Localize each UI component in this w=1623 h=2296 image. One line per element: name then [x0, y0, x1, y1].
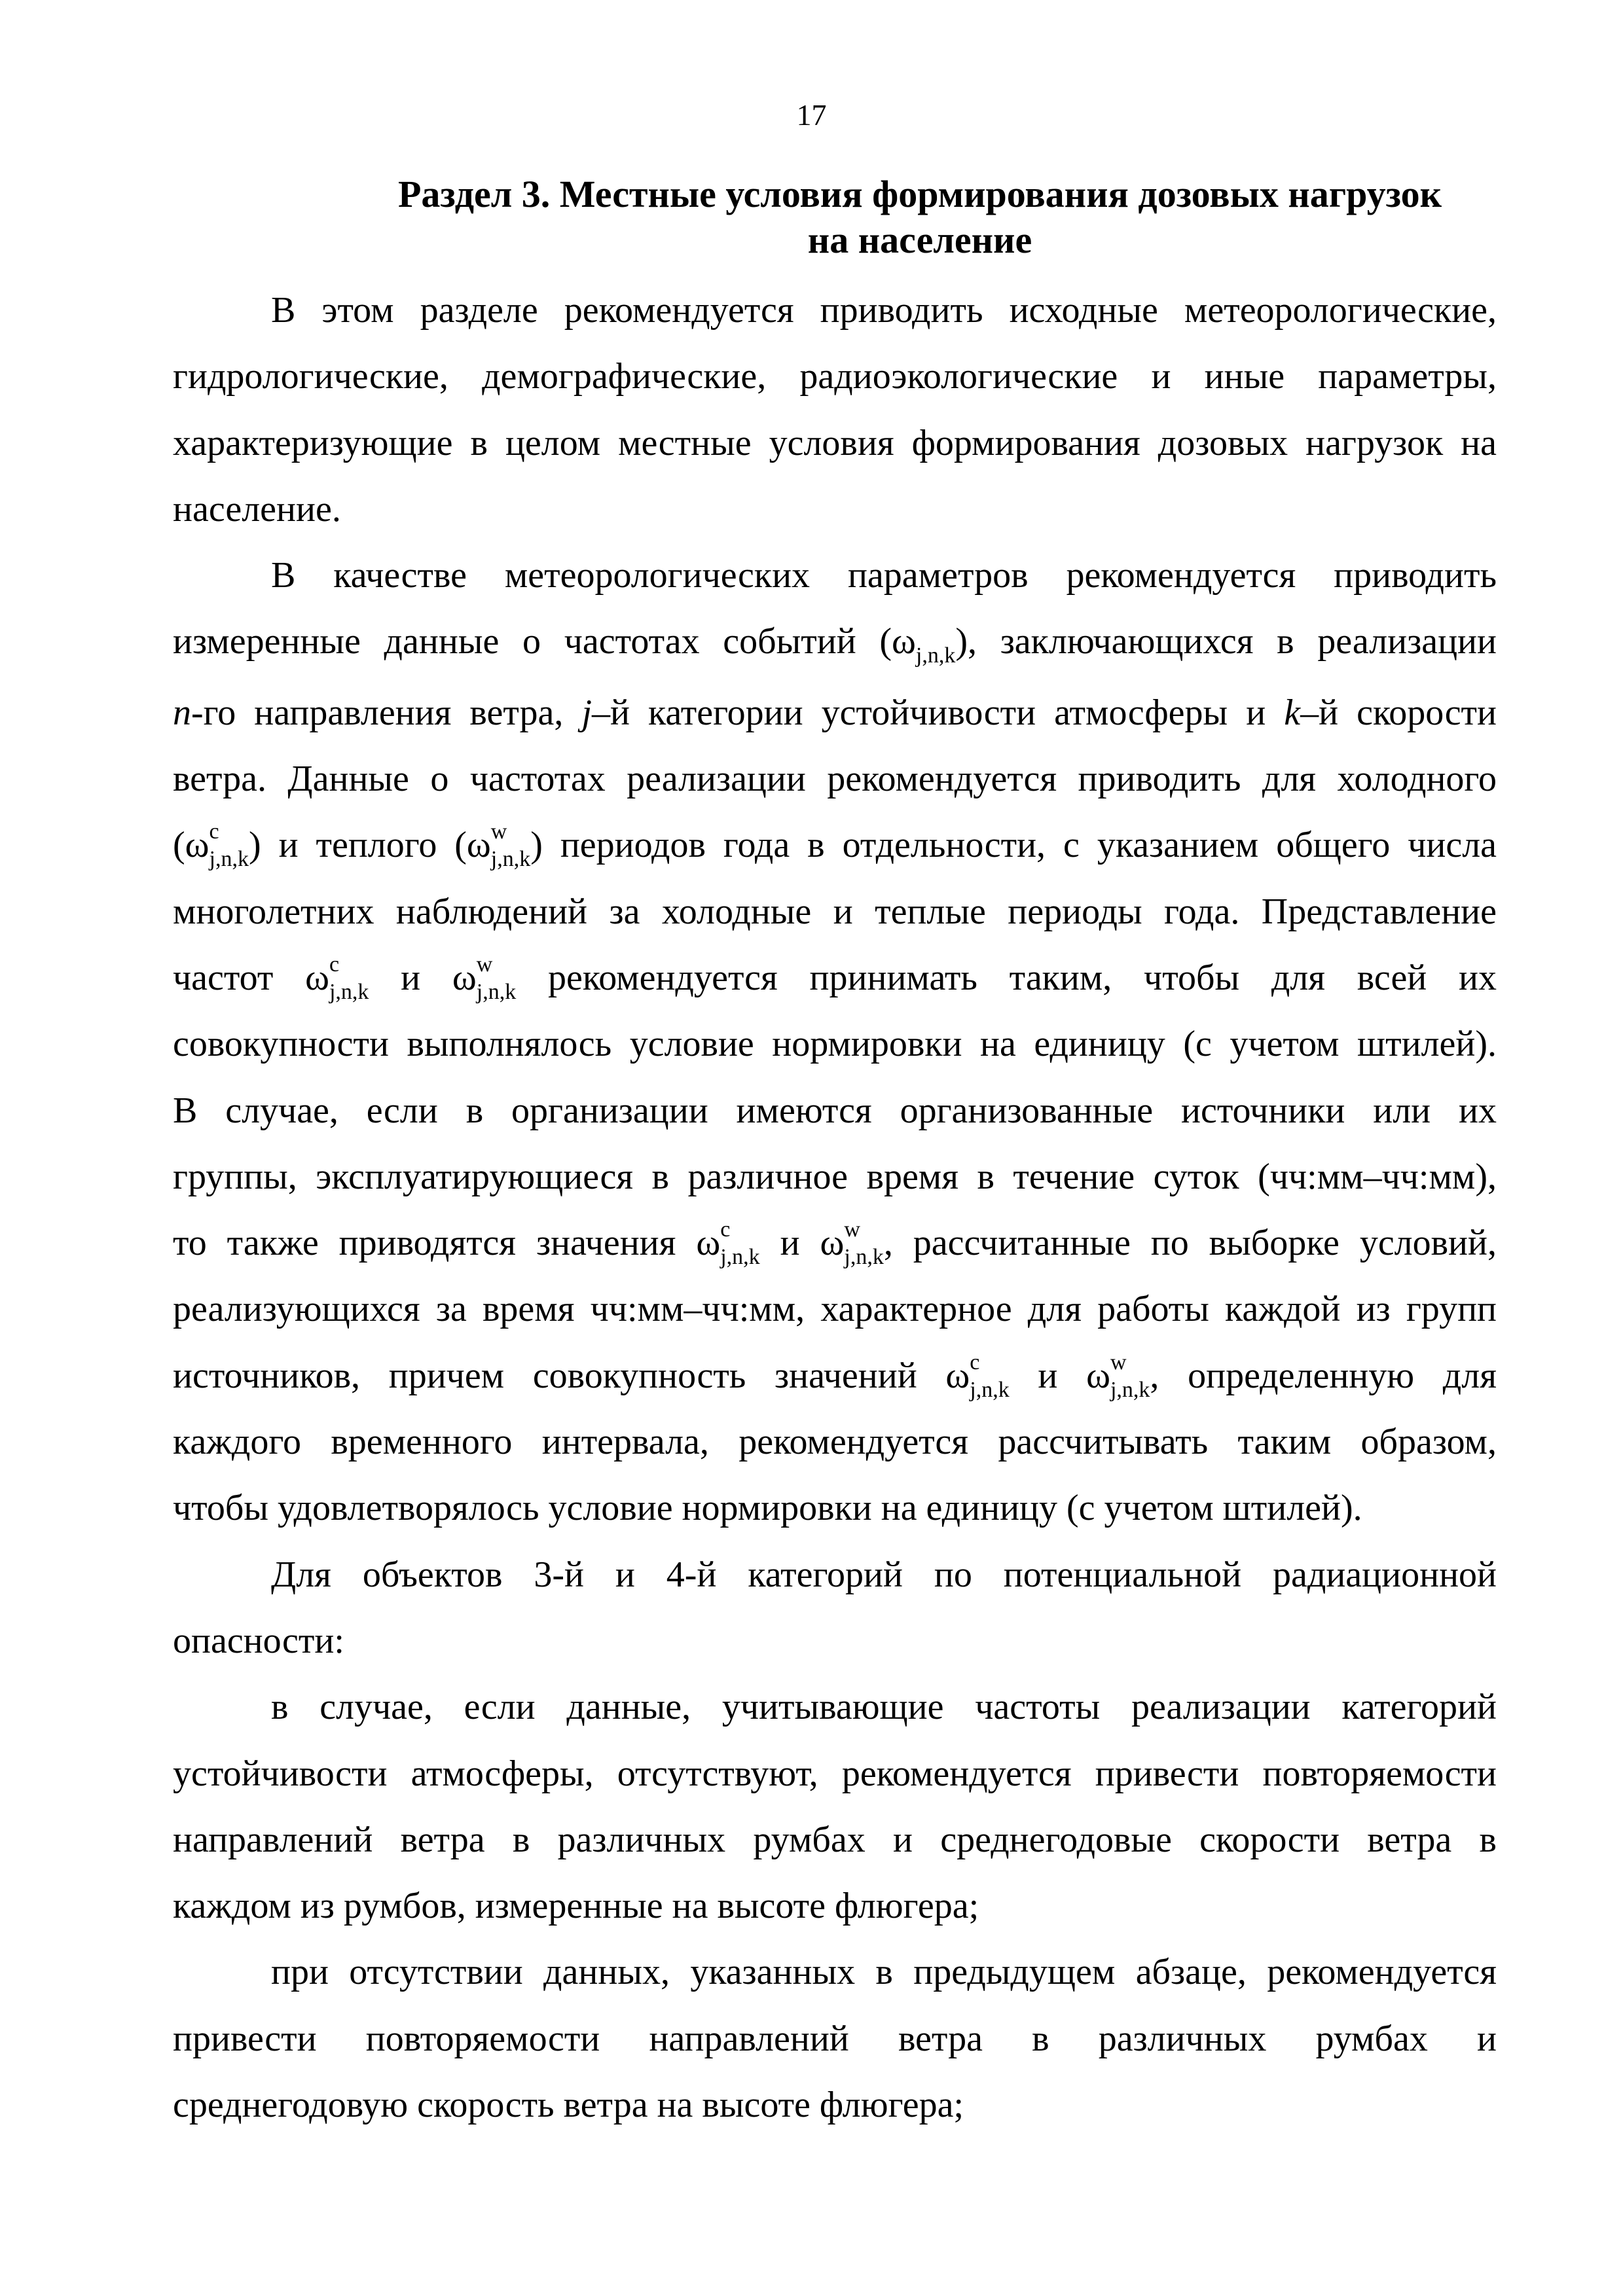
text-fragment: –й категории устойчивости атмосферы и: [592, 692, 1285, 733]
text-line: многолетних наблюдений за холодные и теплые периоды года. Представление: [173, 891, 1497, 932]
page-number: 17: [796, 98, 827, 132]
text-line: В этом разделе рекомендуется приводить исходные метеорологические,: [271, 290, 1497, 331]
text-fragment: ) и теплого (ω: [248, 825, 491, 866]
text-line: реализующихся за время чч:мм–чч:мм, характерное для работы каждой из групп: [173, 1289, 1497, 1330]
paragraph-categories: [173, 1542, 1497, 1675]
paragraph-case-no-data: [173, 1674, 1497, 1939]
paragraph-meteorological: [173, 543, 1497, 1541]
text-fragment: -го направления ветра,: [191, 692, 582, 733]
text-fragment: то также приводятся значения ω: [173, 1223, 721, 1264]
text-fragment: ) периодов года в отдельности, с указанием общего числа: [530, 825, 1497, 866]
paragraph-intro: [173, 278, 1497, 543]
superscript: c: [970, 1350, 980, 1374]
section-heading-line-1: Раздел 3. Местные условия формирования дозовых нагрузок: [398, 173, 1442, 215]
text-line: направлений ветра в различных румбах и среднегодовые скорости ветра в: [173, 1819, 1497, 1860]
subscript: j,n,k: [329, 979, 369, 1004]
text-line: [173, 945, 1497, 1011]
omega-indices: [329, 952, 369, 1004]
text-fragment: , рассчитанные по выборке условий,: [883, 1223, 1497, 1264]
subscript: j,n,k: [720, 1245, 760, 1270]
subscript: j,n,k: [915, 643, 956, 668]
superscript: w: [490, 819, 507, 844]
superscript: w: [1110, 1350, 1127, 1374]
omega-indices: [844, 1217, 884, 1270]
superscript: w: [476, 952, 493, 977]
omega-indices: [720, 1217, 760, 1270]
omega-indices: [1110, 1350, 1150, 1402]
text-line: при отсутствии данных, указанных в предыдущем абзаце, рекомендуется: [271, 1952, 1497, 1993]
text-line: характеризующие в целом местные условия формирования дозовых нагрузок на: [173, 422, 1497, 463]
text-fragment: измеренные данные о частотах событий (ω: [173, 621, 916, 662]
text-fragment: ), заключающихся в реализации: [955, 621, 1497, 662]
text-fragment: –й скорости: [1300, 692, 1497, 733]
subscript: j,n,k: [970, 1377, 1010, 1402]
subscript: j,n,k: [1110, 1377, 1150, 1402]
text-line: [173, 1210, 1497, 1276]
text-line: население.: [173, 488, 341, 529]
text-fragment: и ω: [369, 957, 477, 998]
text-line: опасности:: [173, 1620, 344, 1661]
superscript: c: [720, 1217, 731, 1242]
text-line: гидрологические, демографические, радиоэкологические и иные параметры,: [173, 356, 1497, 397]
text-line: чтобы удовлетворялось условие нормировки на единицу (с учетом штилей).: [173, 1488, 1362, 1529]
text-fragment: (ω: [173, 825, 210, 866]
paragraph-case-absent-data: [173, 1939, 1497, 2138]
text-line: в случае, если данные, учитывающие частоты реализации категорий: [271, 1687, 1497, 1728]
subscript: j,n,k: [844, 1245, 884, 1270]
text-fragment: и ω: [1009, 1355, 1110, 1396]
italic-variable-k: k: [1284, 692, 1301, 733]
omega-indices: [970, 1350, 1010, 1402]
text-line: [173, 680, 1497, 746]
text-line: [173, 609, 1497, 679]
text-line: В случае, если в организации имеются организованные источники или их: [173, 1090, 1497, 1131]
omega-indices: [476, 952, 517, 1004]
text-fragment: , определенную для: [1150, 1355, 1497, 1396]
subscript: j,n,k: [476, 979, 517, 1004]
section-heading: [275, 171, 1565, 263]
text-line: Для объектов 3-й и 4-й категорий по потенциальной радиационной: [271, 1554, 1497, 1595]
text-line: каждого временного интервала, рекомендуется рассчитывать таким образом,: [173, 1422, 1497, 1463]
italic-variable-n: n: [173, 692, 191, 733]
subscript: j,n,k: [209, 847, 249, 872]
text-line: совокупности выполнялось условие нормировки на единицу (с учетом штилей).: [173, 1024, 1497, 1065]
text-line: каждом из румбов, измеренные на высоте флюгера;: [173, 1886, 979, 1927]
text-fragment: и ω: [759, 1223, 845, 1264]
text-line: группы, эксплуатирующиеся в различное время в течение суток (чч:мм–чч:мм),: [173, 1156, 1497, 1197]
text-line: среднегодовую скорость ветра на высоте флюгера;: [173, 2085, 964, 2126]
superscript: c: [329, 952, 340, 977]
omega-indices: [490, 819, 531, 872]
text-line: привести повторяемости направлений ветра в различных румбах и: [173, 2018, 1497, 2059]
text-fragment: рекомендуется принимать таким, чтобы для всей их: [516, 957, 1497, 998]
italic-variable-j: j: [581, 692, 592, 733]
text-line: [173, 812, 1497, 878]
text-line: В качестве метеорологических параметров рекомендуется приводить: [271, 555, 1497, 596]
text-fragment: источников, причем совокупность значений ω: [173, 1355, 970, 1396]
section-heading-line-2: на население: [807, 219, 1032, 261]
omega-indices: [209, 819, 249, 872]
text-fragment: частот ω: [173, 957, 329, 998]
text-line: [173, 1343, 1497, 1409]
text-line: устойчивости атмосферы, отсутствуют, рекомендуется привести повторяемости: [173, 1753, 1497, 1794]
superscript: w: [844, 1217, 860, 1242]
subscript: j,n,k: [490, 847, 531, 872]
body-text: [173, 278, 1497, 2138]
text-line: ветра. Данные о частотах реализации рекомендуется приводить для холодного: [173, 759, 1497, 800]
superscript: c: [209, 819, 219, 844]
